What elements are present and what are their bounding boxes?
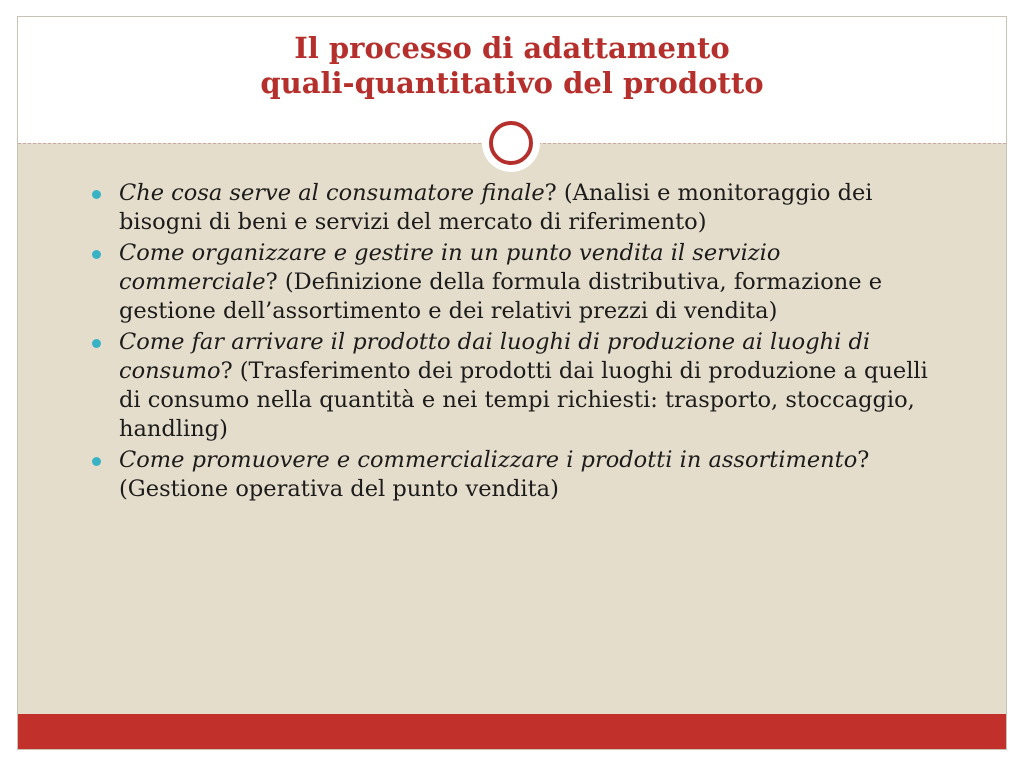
slide-title-line-1: Il processo di adattamento xyxy=(294,31,730,65)
bullet-text: ? (Analisi e monitoraggio dei bisogni di beni e servizi del mercato di riferimento) xyxy=(119,180,873,235)
bullet-question: Come promuovere e commercializzare i prodotti in assortimento xyxy=(119,447,858,473)
bullet-item xyxy=(89,328,929,444)
bullet-text: ? (Definizione della formula distributiva, formazione e gestione dell’assortimento e dei relativi prezzi di vendita) xyxy=(119,269,883,324)
bullet-item xyxy=(89,239,929,326)
bullet-list xyxy=(89,179,929,504)
bullet-dot-icon xyxy=(92,250,101,259)
bullet-dot-icon xyxy=(92,339,101,348)
slide-title xyxy=(18,31,1006,101)
slide xyxy=(17,16,1007,750)
bullet-item xyxy=(89,179,929,237)
ring-ornament-inner xyxy=(489,121,533,165)
slide-title-line-2: quali-quantitativo del prodotto xyxy=(260,66,764,100)
bullet-text: ? (Gestione operativa del punto vendita) xyxy=(119,447,870,502)
bullet-item xyxy=(89,446,929,504)
bullet-dot-icon xyxy=(92,457,101,466)
bullet-question: Come organizzare e gestire in un punto vendita il servizio commerciale xyxy=(119,240,781,295)
ring-ornament-icon xyxy=(482,114,540,172)
bullet-question: Che cosa serve al consumatore finale xyxy=(119,180,545,206)
bullet-question: Come far arrivare il prodotto dai luoghi di produzione ai luoghi di consumo xyxy=(119,329,871,384)
bullet-dot-icon xyxy=(92,190,101,199)
bullet-text: ? (Trasferimento dei prodotti dai luoghi di produzione a quelli di consumo nella quantità e nei tempi richiesti: trasporto, stoccaggio, handling) xyxy=(119,358,928,442)
footer-bar xyxy=(18,714,1006,749)
